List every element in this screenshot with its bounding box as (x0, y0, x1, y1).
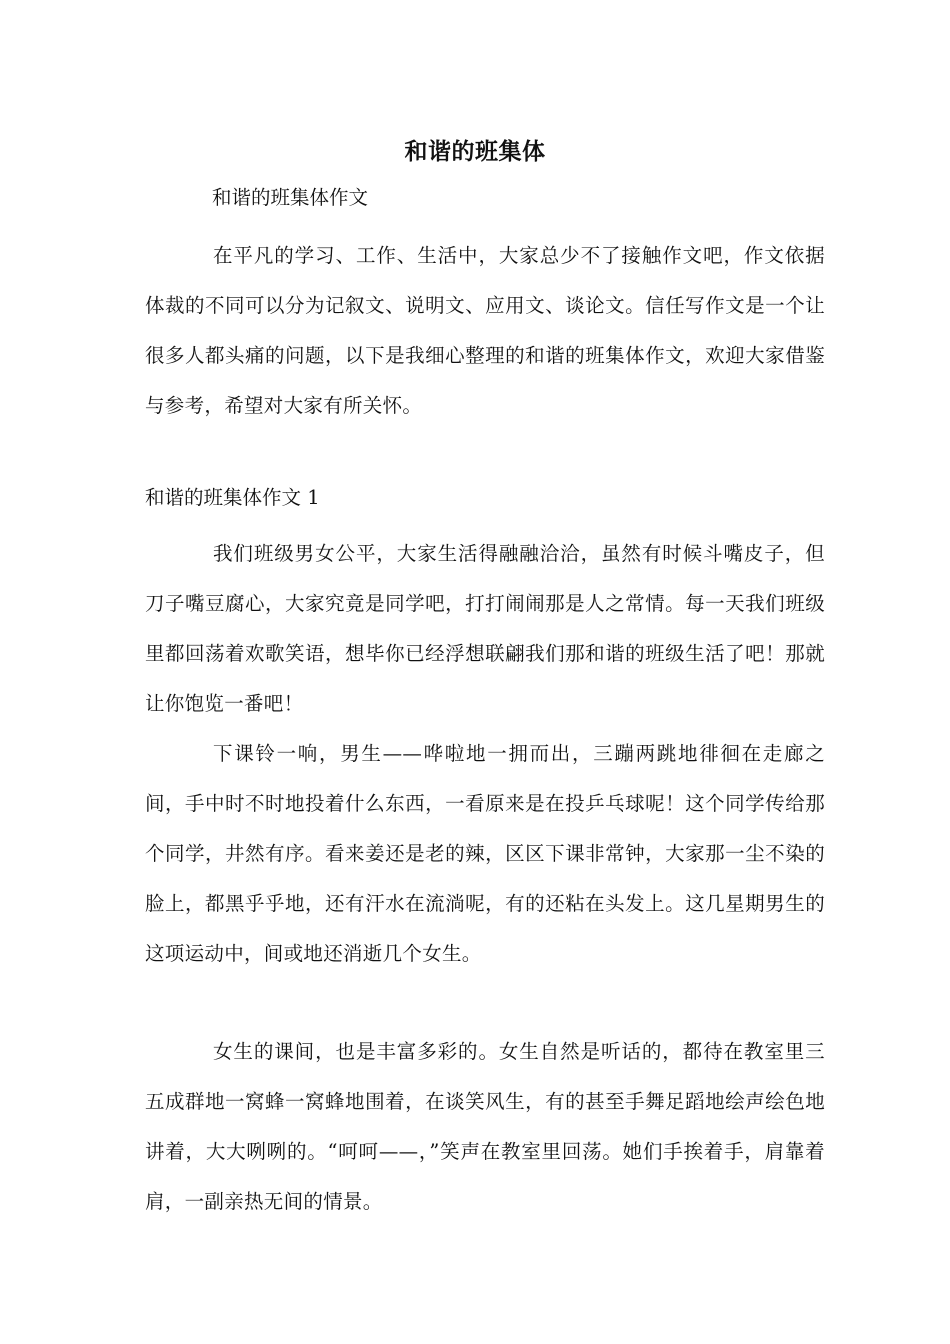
body-paragraph-3: 女生的课间，也是丰富多彩的。女生自然是听话的，都待在教室里三五成群地一窝蜂一窝蜂地围着，在谈笑风生，有的甚至手舞足蹈地绘声绘色地讲着，大大咧咧的。“呵呵——，”笑声在教室里回荡。她们手挨着手，肩靠着肩，一副亲热无间的情景。 (145, 1040, 825, 1213)
body-paragraph-1: 我们班级男女公平，大家生活得融融洽洽，虽然有时候斗嘴皮子，但刀子嘴豆腐心，大家究竟是同学吧，打打闹闹那是人之常情。每一天我们班级里都回荡着欢歌笑语，想毕你已经浮想联翩我们那和谐的班级生活了吧！那就让你饱览一番吧！ (145, 542, 825, 715)
intro-paragraph: 在平凡的学习、工作、生活中，大家总少不了接触作文吧，作文依据体裁的不同可以分为记叙文、说明文、应用文、谈论文。信任写作文是一个让很多人都头痛的问题，以下是我细心整理的和谐的班集体作文，欢迎大家借鉴与参考，希望对大家有所关怀。 (145, 244, 825, 417)
document-subtitle: 和谐的班集体作文 (212, 186, 369, 209)
document-title: 和谐的班集体 (404, 138, 546, 165)
body-paragraph-2: 下课铃一响，男生——哗啦地一拥而出，三蹦两跳地徘徊在走廊之间，手中时不时地投着什么东西，一看原来是在投乒乓球呢！这个同学传给那个同学，井然有序。看来姜还是老的辣，区区下课非常钟，大家那一尘不染的脸上，都黑乎乎地，还有汗水在流淌呢，有的还粘在头发上。这几星期男生的这项运动中，间或地还消逝几个女生。 (145, 742, 825, 965)
section-heading: 和谐的班集体作文 1 (145, 486, 320, 509)
